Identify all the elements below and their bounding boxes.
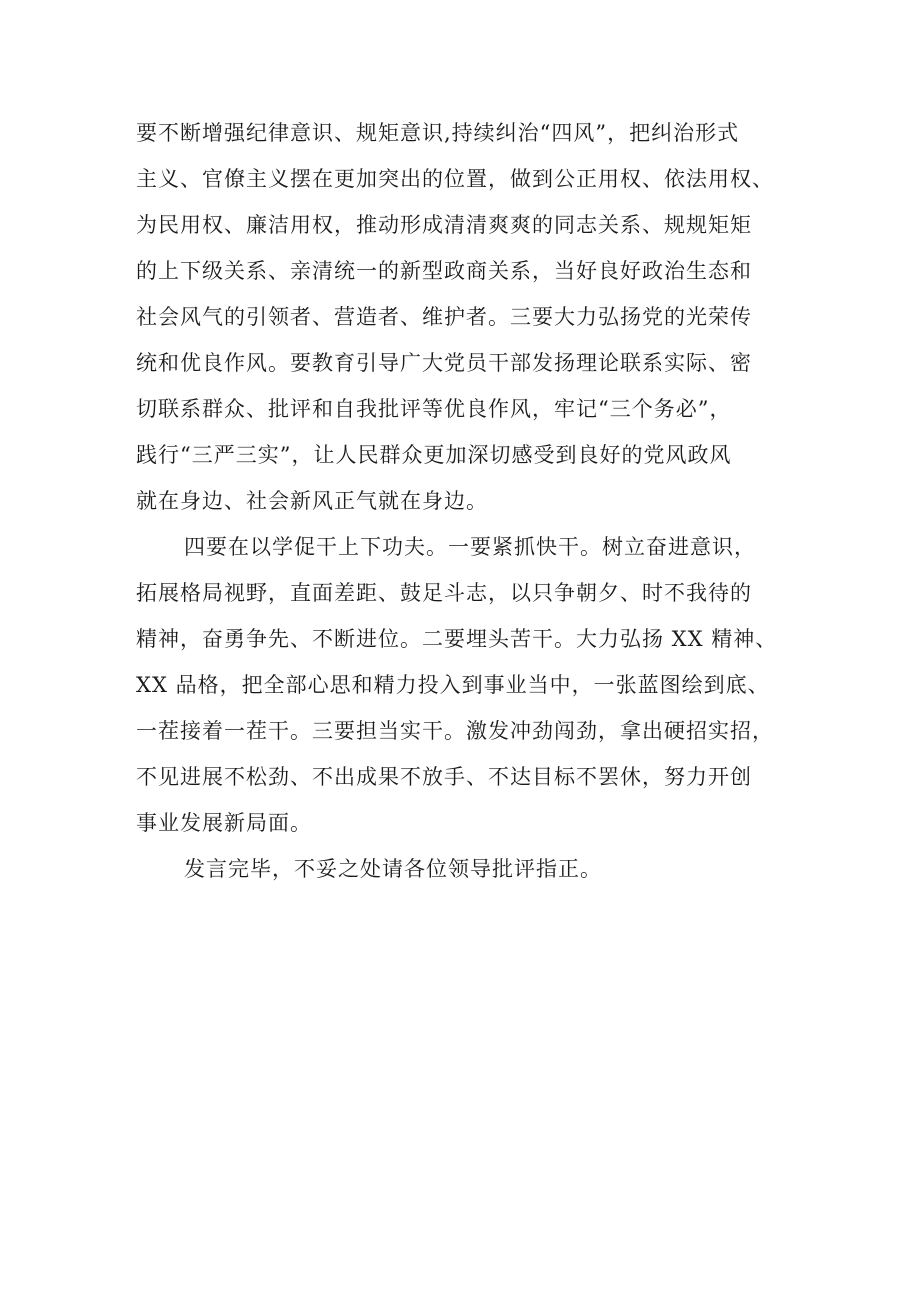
text-line: 为民用权、廉洁用权，推动形成清清爽爽的同志关系、规规矩矩 bbox=[136, 213, 752, 237]
text-line: 一茬接着一茬干。三要担当实干。激发冲劲闯劲，拿出硬招实招， bbox=[136, 719, 774, 743]
text-line: 精神，奋勇争先、不断进位。二要埋头苦干。大力弘扬 XX 精神、 bbox=[136, 627, 778, 651]
text-line: 切联系群众、批评和自我批评等优良作风，牢记“三个务必”， bbox=[136, 397, 732, 421]
text-line: 主义、官僚主义摆在更加突出的位置，做到公正用权、依法用权、 bbox=[136, 167, 774, 191]
document-body bbox=[136, 110, 796, 892]
text-line: 拓展格局视野，直面差距、鼓足斗志，以只争朝夕、时不我待的 bbox=[136, 581, 752, 605]
text-line: 要不断增强纪律意识、规矩意识,持续纠治“四风”，把纠治形式 bbox=[136, 121, 740, 145]
text-line: 践行“三严三实”，让人民群众更加深切感受到良好的党风政风 bbox=[136, 443, 732, 467]
text-line: 不见进展不松劲、不出成果不放手、不达目标不罢休，努力开创 bbox=[136, 765, 752, 789]
closing-line: 发言完毕，不妥之处请各位领导批评指正。 bbox=[184, 857, 602, 881]
text-line: 的上下级关系、亲清统一的新型政商关系，当好良好政治生态和 bbox=[136, 259, 752, 283]
text-line: 统和优良作风。要教育引导广大党员干部发扬理论联系实际、密 bbox=[136, 351, 752, 375]
text-line: 事业发展新局面。 bbox=[136, 811, 312, 835]
text-line: 就在身边、社会新风正气就在身边。 bbox=[136, 489, 488, 513]
paragraph-start-line: 四要在以学促干上下功夫。一要紧抓快干。树立奋进意识， bbox=[184, 535, 756, 559]
text-line: XX 品格，把全部心思和精力投入到事业当中，一张蓝图绘到底、 bbox=[136, 673, 770, 697]
text-line: 社会风气的引领者、营造者、维护者。三要大力弘扬党的光荣传 bbox=[136, 305, 752, 329]
